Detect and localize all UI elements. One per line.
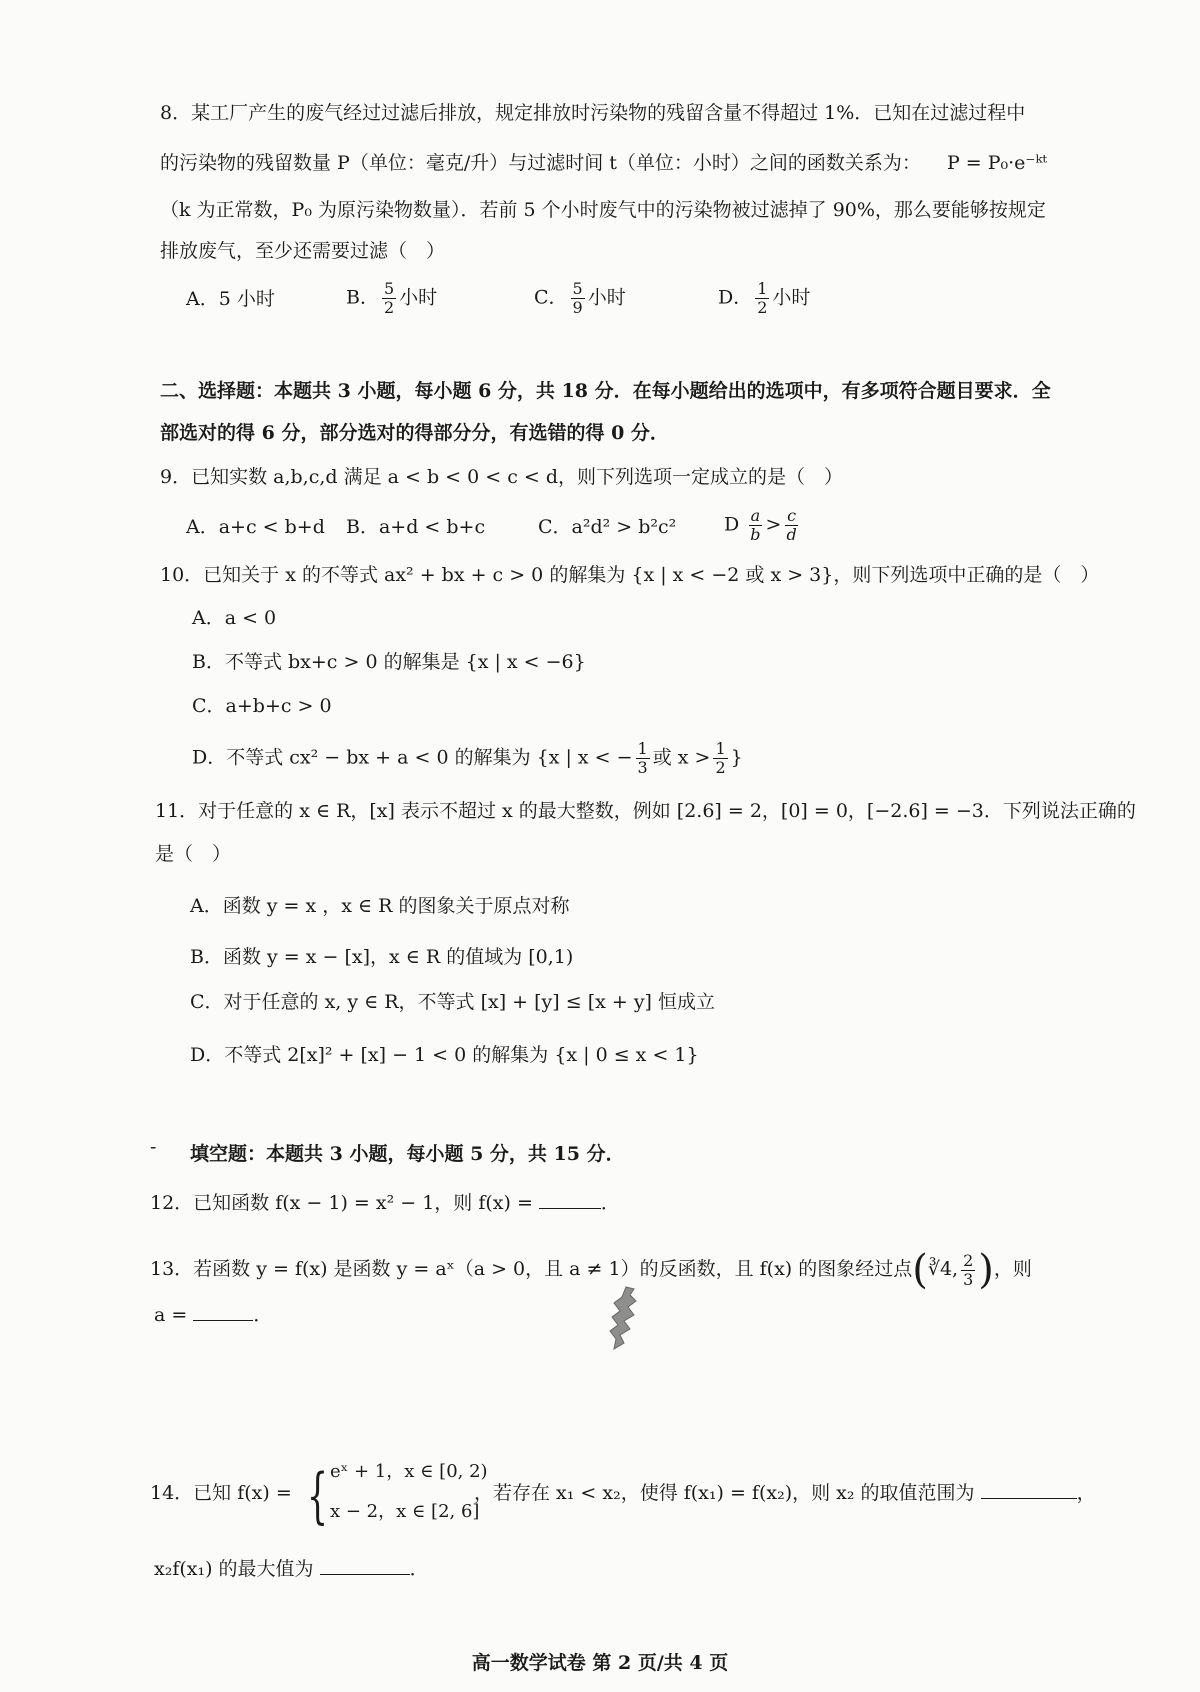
section2-title-line1: 二、选择题：本题共 3 小题，每小题 6 分，共 18 分．在每小题给出的选项中，有多项符合题目要求．全	[160, 380, 1051, 402]
fraction-denominator: 2	[715, 758, 726, 777]
q9-stem: 9．已知实数 a,b,c,d 满足 a < b < 0 < c < d，则下列选项一定成立的是（ ）	[160, 466, 843, 488]
q9-option-b: B．a+d < b+c	[346, 516, 486, 538]
q13-point-y	[961, 1252, 975, 1289]
q10-option-d-text: D．不等式 cx² − bx + a < 0 的解集为 {x | x < −	[192, 746, 633, 769]
q9-option-a: A．a+c < b+d	[186, 516, 325, 538]
q11-line2: 是（ ）	[155, 843, 232, 865]
q14-answer-blank1	[981, 1480, 1077, 1499]
q11-line1: 11．对于任意的 x ∈ R，[x] 表示不超过 x 的最大整数，例如 [2.6] = 2，[0] = 0，[−2.6] = −3．下列说法正确的	[155, 800, 1136, 822]
q11-option-a: A．函数 y = x ，x ∈ R 的图象关于原点对称	[190, 895, 570, 917]
q10-option-d-fraction2	[713, 740, 727, 777]
q12	[150, 1190, 620, 1216]
q8-line2-text: 的污染物的残留数量 P（单位：毫克/升）与过滤时间 t（单位：小时）之间的函数关系为：	[160, 152, 921, 174]
q10-option-c: C．a+b+c > 0	[192, 695, 332, 717]
q13-end: ．	[253, 1304, 273, 1326]
q14-answer-blank2	[320, 1556, 410, 1575]
q8-option-b-label: B．	[346, 286, 379, 309]
q9-option-c: C．a²d² > b²c²	[538, 516, 677, 538]
fraction-numerator: 1	[715, 739, 726, 758]
q8-option-b-fraction	[382, 280, 396, 317]
q13-answer-prefix: a =	[154, 1304, 188, 1326]
q13-tail: ，则	[993, 1258, 1032, 1280]
fraction-numerator: 2	[963, 1250, 974, 1270]
fraction-numerator: c	[787, 506, 797, 525]
q8-line3: （k 为正常数，P₀ 为原污染物数量）．若前 5 个小时废气中的污染物被过滤掉了 90%，那么要能够按规定	[160, 199, 1046, 221]
q8-option-b-unit: 小时	[399, 286, 438, 309]
q9-option-d-right-fraction	[784, 507, 798, 544]
fraction-numerator: 1	[757, 279, 768, 298]
q10-option-d	[192, 740, 743, 777]
q9-option-d	[724, 507, 802, 544]
page-footer: 高一数学试卷 第 2 页/共 4 页	[471, 1652, 729, 1674]
q14-line2-text: x₂f(x₁) 的最大值为	[154, 1558, 314, 1580]
q14-piece2: x − 2，x ∈ [2, 6]	[330, 1501, 480, 1522]
left-paren-icon: (	[912, 1247, 928, 1293]
q8-option-c	[534, 280, 626, 317]
q13-answer-blank	[193, 1302, 253, 1321]
q8-option-c-unit: 小时	[587, 286, 626, 309]
q8-option-d-label: D．	[718, 286, 753, 309]
fraction-denominator: 2	[383, 298, 395, 317]
q9-option-d-left-fraction	[748, 507, 762, 544]
q8-formula: P = P₀·e⁻ᵏᵗ	[946, 152, 1048, 174]
fraction-numerator: 1	[637, 739, 648, 758]
q8-option-d-fraction	[755, 280, 769, 317]
q12-stem: 12．已知函数 f(x − 1) = x² − 1，则 f(x) =	[150, 1192, 533, 1214]
q9-option-d-operator: >	[765, 513, 782, 536]
q12-end: ．	[600, 1192, 620, 1214]
q14-line2-end: ．	[409, 1558, 429, 1580]
q9-option-d-label: D	[724, 513, 740, 536]
q13-stem: 13．若函数 y = f(x) 是函数 y = aˣ（a > 0，且 a ≠ 1）的反函数，且 f(x) 的图象经过点	[150, 1258, 913, 1280]
q8-option-b	[346, 280, 437, 317]
ink-scribble	[606, 1285, 640, 1351]
q8-option-a: A．5 小时	[186, 288, 275, 310]
left-brace-icon: {	[307, 1461, 329, 1531]
section3-title: 填空题：本题共 3 小题，每小题 5 分，共 15 分．	[190, 1143, 625, 1165]
q14-line2	[154, 1556, 429, 1582]
q8-line1: 8．某工厂产生的废气经过过滤后排放，规定排放时污染物的残留含量不得超过 1%．已知在过滤过程中	[160, 102, 1026, 124]
section3-mark: -	[150, 1136, 157, 1158]
section2-title-line2: 部选对的得 6 分，部分选对的得部分分，有选错的得 0 分．	[160, 422, 669, 444]
q13-line2	[154, 1302, 272, 1328]
q8-option-d-unit: 小时	[772, 286, 811, 309]
q13-line1	[150, 1247, 1032, 1293]
q10-stem: 10．已知关于 x 的不等式 ax² + bx + c > 0 的解集为 {x | x < −2 或 x > 3}，则下列选项中正确的是（ ）	[160, 564, 1100, 586]
q10-option-d-mid: 或 x >	[652, 746, 711, 769]
q11-option-d: D．不等式 2[x]² + [x] − 1 < 0 的解集为 {x | 0 ≤ x < 1}	[190, 1044, 699, 1066]
q10-option-d-end: }	[730, 746, 743, 769]
q8-option-c-fraction	[571, 280, 585, 317]
q11-option-b: B．函数 y = x − [x]，x ∈ R 的值域为 [0,1)	[190, 946, 574, 968]
q14-prefix: 14．已知 f(x) =	[150, 1482, 292, 1504]
q10-option-a: A．a < 0	[192, 607, 277, 629]
q11-option-c: C．对于任意的 x, y ∈ R，不等式 [x] + [y] ≤ [x + y] 恒成立	[190, 991, 716, 1013]
fraction-denominator: 2	[757, 298, 768, 317]
fraction-denominator: 9	[572, 298, 583, 317]
q10-option-d-fraction1	[636, 740, 650, 777]
q14-mid	[474, 1480, 1096, 1506]
q8-line4: 排放废气，至少还需要过滤（ ）	[160, 240, 446, 262]
right-paren-icon: )	[978, 1247, 994, 1293]
q13-point-x: ∛4,	[927, 1258, 959, 1280]
fraction-denominator: b	[750, 525, 761, 544]
fraction-numerator: 5	[572, 279, 583, 298]
fraction-numerator: a	[750, 506, 761, 525]
q14-mid-text: ，若存在 x₁ < x₂，使得 f(x₁) = f(x₂)，则 x₂ 的取值范围为	[474, 1482, 975, 1504]
fraction-numerator: 5	[383, 279, 395, 298]
fraction-denominator: 3	[637, 758, 648, 777]
q10-option-b: B．不等式 bx+c > 0 的解集是 {x | x < −6}	[192, 651, 586, 673]
fraction-denominator: d	[786, 525, 797, 544]
fraction-denominator: 3	[963, 1269, 974, 1289]
q12-answer-blank	[539, 1190, 601, 1209]
q8-line2	[160, 150, 1047, 176]
q14-piece1: eˣ + 1，x ∈ [0, 2)	[330, 1461, 488, 1482]
q8-option-d	[718, 280, 810, 317]
q8-option-c-label: C．	[534, 286, 568, 309]
q14-comma: ，	[1076, 1482, 1096, 1504]
